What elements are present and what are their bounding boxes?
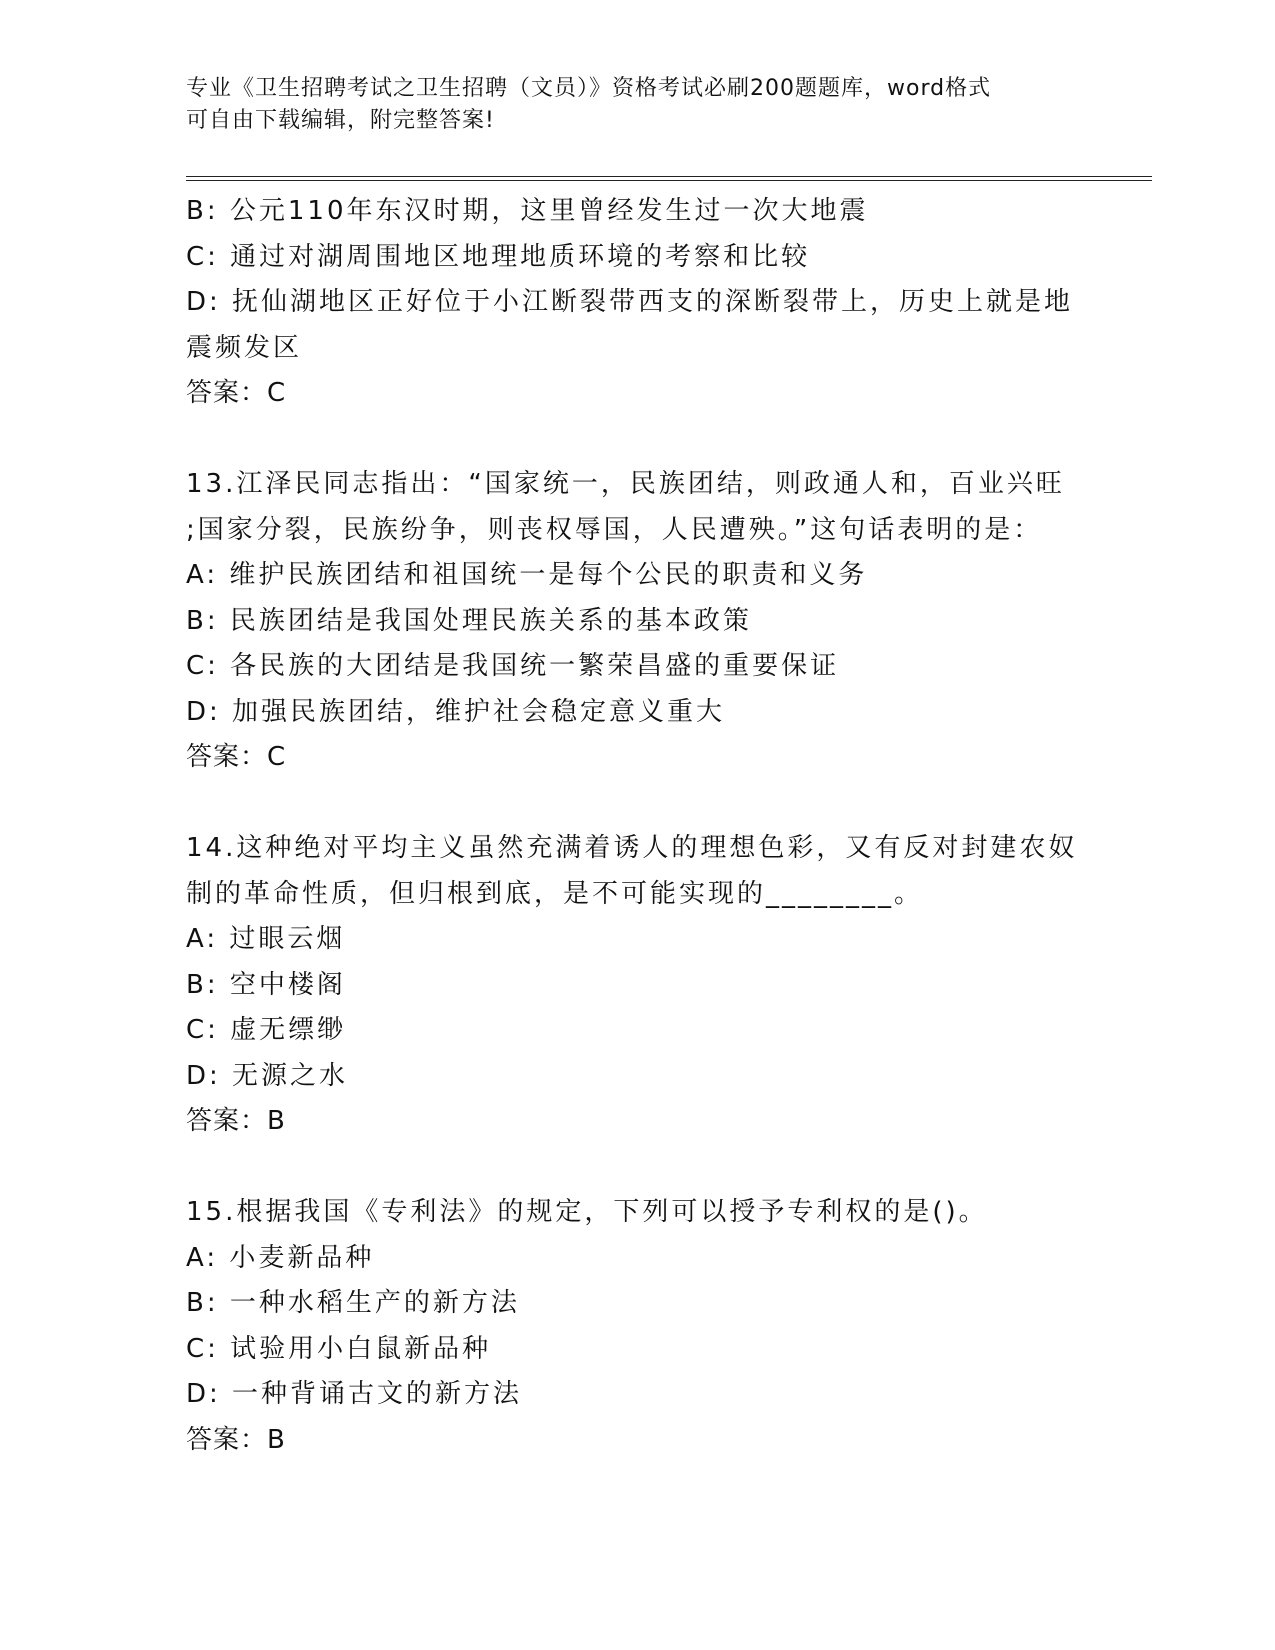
option-d-line-1: D: 抚仙湖地区正好位于小江断裂带西支的深断裂带上，历史上就是地: [186, 287, 1074, 317]
option-b: B: 民族团结是我国处理民族关系的基本政策: [186, 605, 752, 636]
page-header: [186, 73, 1066, 137]
answer-line: [186, 735, 1066, 781]
answer-label: 答案：: [186, 1424, 268, 1455]
answer-value: B: [267, 1424, 286, 1455]
question-13: [186, 462, 1066, 781]
option-d: D: 无源之水: [186, 1060, 349, 1091]
option-a: A: 过眼云烟: [186, 924, 346, 954]
spacer: [186, 781, 1066, 827]
option-d: D: 加强民族团结，维护社会稳定意义重大: [186, 696, 726, 727]
option-c: C: 通过对湖周围地区地理地质环境的考察和比较: [186, 241, 811, 272]
answer-label: 答案：: [186, 378, 268, 408]
question-12-tail: [186, 189, 1074, 417]
option-a: A: 小麦新品种: [186, 1242, 375, 1273]
answer-label: 答案：: [186, 742, 268, 772]
option-a: A: 维护民族团结和祖国统一是每个公民的职责和义务: [186, 560, 868, 590]
answer-label: 答案：: [186, 1106, 268, 1136]
question-14: [186, 826, 1078, 1145]
question-stem-line-1: 13.江泽民同志指出：“国家统一，民族团结，则政通人和，百业兴旺: [186, 469, 1065, 499]
header-divider: [186, 176, 1152, 181]
option-c: C: 虚无缥缈: [186, 1015, 347, 1045]
answer-line: [186, 1418, 1066, 1464]
question-stem: 15.根据我国《专利法》的规定，下列可以授予专利权的是()。: [186, 1197, 988, 1227]
option-c: C: 试验用小白鼠新品种: [186, 1333, 492, 1364]
document-body: [186, 189, 1078, 1463]
header-line-1: 专业《卫生招聘考试之卫生招聘（文员）》资格考试必刷200题题库，word格式: [186, 76, 992, 101]
option-b: B: 空中楼阁: [186, 969, 346, 1000]
question-stem-line-2: ;国家分裂，民族纷争，则丧权辱国，人民遭殃。”这句话表明的是：: [186, 514, 1043, 545]
answer-value: C: [267, 742, 287, 772]
spacer: [186, 1145, 1066, 1191]
answer-value: B: [267, 1106, 286, 1136]
option-c: C: 各民族的大团结是我国统一繁荣昌盛的重要保证: [186, 651, 840, 681]
question-stem-line-2: 制的革命性质，但归根到底，是不可能实现的________。: [186, 878, 924, 909]
answer-line: [186, 1099, 1066, 1145]
answer-value: C: [267, 378, 287, 408]
option-d-line-2: 震频发区: [186, 332, 303, 363]
header-line-2: 可自由下载编辑，附完整答案!: [186, 108, 495, 133]
question-stem-line-1: 14.这种绝对平均主义虽然充满着诱人的理想色彩，又有反对封建农奴: [186, 833, 1078, 863]
spacer: [186, 417, 1066, 463]
option-b: B: 一种水稻生产的新方法: [186, 1288, 520, 1318]
answer-line: [186, 371, 1066, 417]
option-d: D: 一种背诵古文的新方法: [186, 1379, 523, 1409]
question-15: [186, 1190, 1066, 1463]
option-b: B: 公元110年东汉时期，这里曾经发生过一次大地震: [186, 196, 869, 226]
